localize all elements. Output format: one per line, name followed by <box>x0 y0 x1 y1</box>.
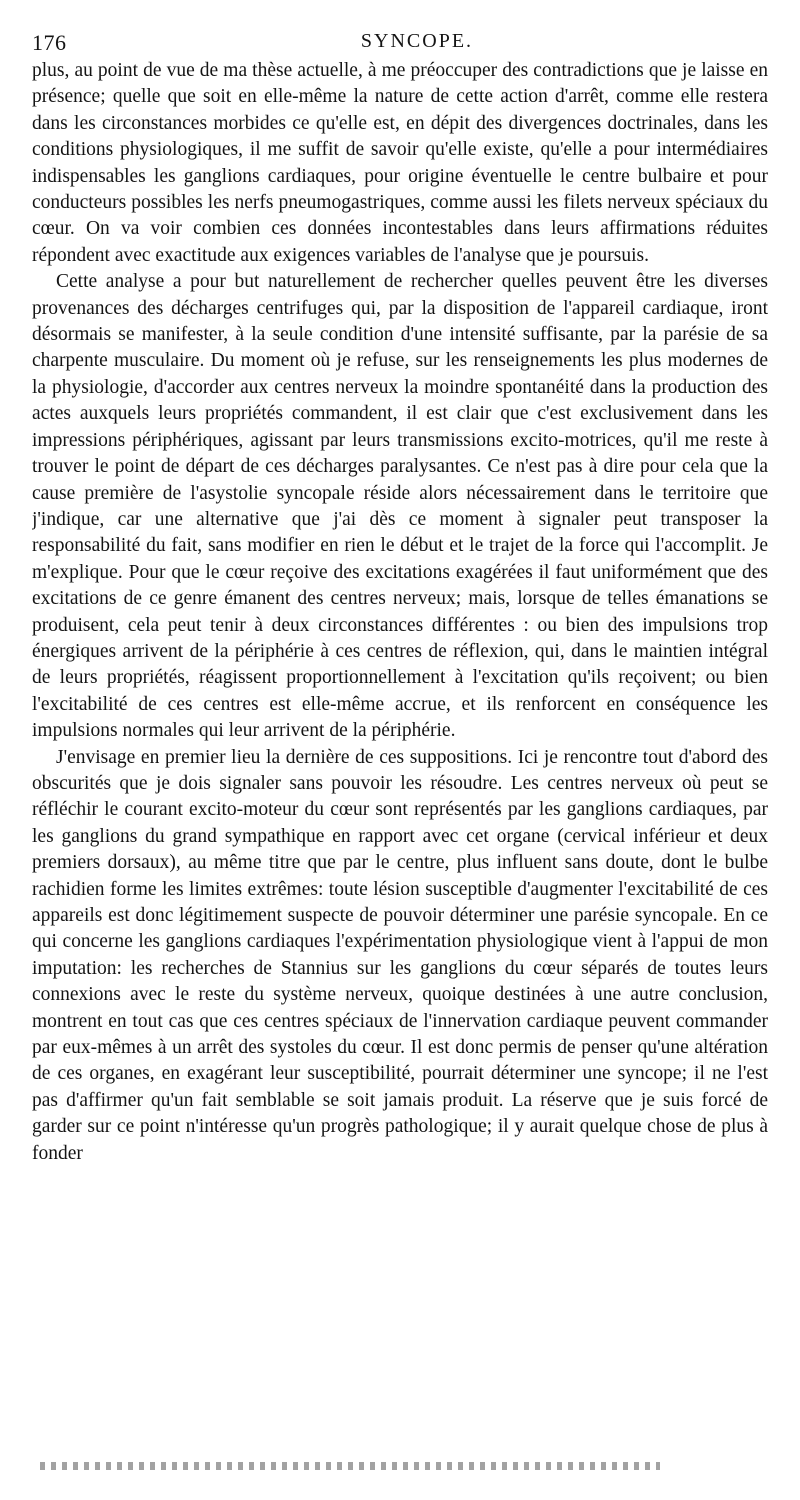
paragraph-2: Cette analyse a pour but naturellement de rechercher quelles peuvent être les diverses provenances des décharges centrifuges qui, par la disposition de l'appareil cardiaque, iront désormais se manifester, à la seule condition d'une intensité suffisante, par la parésie de sa charpente musculaire. Du moment où je refuse, sur les renseignements les plus modernes de la physiologie, d'accorder aux centres nerveux la moindre spontanéité dans la production des actes auxquels leurs propriétés commandent, il est clair que c'est exclusivement dans les impressions périphériques, agissant par leurs transmissions excito-motrices, qu'il me reste à trouver le point de départ de ces décharges paralysantes. Ce n'est pas à dire pour cela que la cause première de l'asystolie syncopale réside alors nécessairement dans le territoire que j'indique, car une alternative que j'ai dès ce moment à signaler peut transposer la responsabilité du fait, sans modifier en rien le début et le trajet de la force qui l'accomplit. Je m'explique. Pour que le cœur reçoive des excitations exagérées il faut uniformément que des excitations de ce genre émanent des centres nerveux; mais, lorsque de telles émanations se produisent, cela peut tenir à deux circonstances différentes : ou bien des impulsions trop énergiques arrivent de la périphérie à ces centres de réflexion, qui, dans le maintien intégral de leurs propriétés, réagissent proportionnellement à l'excitation qu'ils reçoivent; ou bien l'excitabilité de ces centres est elle-même accrue, et ils renforcent en conséquence les impulsions normales qui leur arrivent de la périphérie. <box>32 271 768 742</box>
paragraph-3: J'envisage en premier lieu la dernière de ces suppositions. Ici je rencontre tout d'abord des obscurités que je dois signaler sans pouvoir les résoudre. Les centres nerveux où peut se réfléchir le courant excito-moteur du cœur sont représentés par les ganglions cardiaques, par les ganglions du grand sympathique en rapport avec cet organe (cervical inférieur et deux premiers dorsaux), au même titre que par le centre, plus influent sans doute, dont le bulbe rachidien forme les limites extrêmes: toute lésion susceptible d'augmenter l'excitabilité de ces appareils est donc légitimement suspecte de pouvoir déterminer une parésie syncopale. En ce qui concerne les ganglions cardiaques l'expérimentation physiologique vient à l'appui de mon imputation: les recherches de Stannius sur les ganglions du cœur séparés de toutes leurs connexions avec le reste du système nerveux, quoique destinées à une autre conclusion, montrent en tout cas que ces centres spéciaux de l'innervation cardiaque peuvent commander par eux-mêmes à un arrêt des systoles du cœur. Il est donc permis de penser qu'une altération de ces organes, en exagérant leur susceptibilité, pourrait déterminer une syncope; il ne l'est pas d'affirmer qu'un fait semblable se soit jamais produit. La réserve que je suis forcé de garder sur ce point n'intéresse qu'un progrès pathologique; il y aurait quelque chose de plus à fonder <box>32 746 768 1164</box>
running-title: SYNCOPE. <box>360 30 474 52</box>
paragraph-1: plus, au point de vue de ma thèse actuelle, à me préoccuper des contradictions que je laisse en présence; quelle que soit en elle-même la nature de cette action d'arrêt, comme elle restera dans les circonstances morbides ce qu'elle est, en dépit des divergences doctrinales, dans les conditions physiologiques, il me suffit de savoir qu'elle existe, qu'elle a pour intermédiaires indispensables les ganglions cardiaques, pour origine éventuelle le centre bulbaire et pour conducteurs possibles les nerfs pneumogastriques, comme aussi les filets nerveux spéciaux du cœur. On va voir combien ces données incontestables dans leurs affirmations réduites répondent avec exactitude aux exigences variables de l'analyse que je poursuis. <box>32 60 768 266</box>
footer-rule <box>40 1462 660 1470</box>
body-text <box>32 58 768 1358</box>
page-number: 176 <box>32 30 67 55</box>
